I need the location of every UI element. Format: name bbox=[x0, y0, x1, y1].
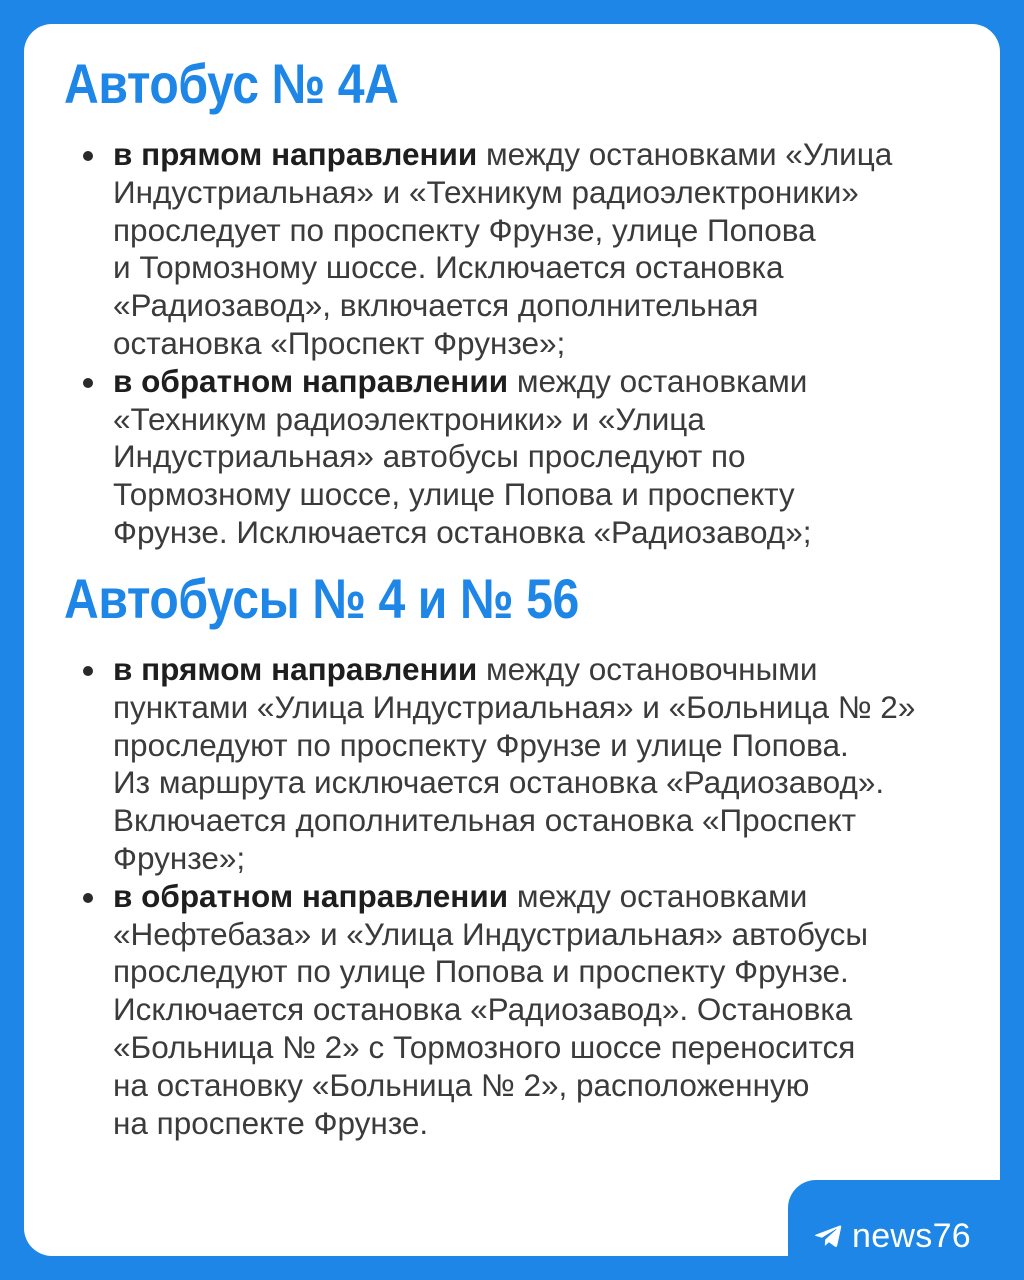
channel-name: news76 bbox=[852, 1217, 971, 1255]
text-line bbox=[113, 363, 964, 401]
text-line: Включается дополнительная остановка «Проспект bbox=[113, 802, 857, 839]
bullet-text bbox=[113, 363, 964, 552]
direction-label: в обратном направлении bbox=[113, 362, 509, 399]
text-line bbox=[113, 878, 964, 916]
list-item bbox=[64, 136, 964, 363]
direction-label: в прямом направлении bbox=[113, 136, 478, 172]
text-line: и Тормозному шоссе. Исключается остановка bbox=[113, 249, 784, 286]
telegram-icon bbox=[814, 1224, 842, 1248]
text-line: пунктами «Улица Индустриальная» и «Больница № 2» bbox=[113, 688, 916, 725]
text-line: Индустриальная» автобусы проследуют по bbox=[113, 438, 746, 475]
section-title-bus-4a: Автобус № 4А bbox=[64, 52, 399, 115]
bullet-text bbox=[113, 878, 964, 1143]
text-line: Тормозному шоссе, улице Попова и проспекту bbox=[113, 476, 795, 513]
text-line: проследует по проспекту Фрунзе, улице Попова bbox=[113, 211, 816, 248]
text-line: «Техникум радиоэлектроники» и «Улица bbox=[113, 400, 705, 437]
text-line: остановка «Проспект Фрунзе»; bbox=[113, 324, 566, 361]
text-fragment: между остановками «Улица bbox=[477, 136, 893, 172]
text-line: Из маршрута исключается остановка «Радиозавод». bbox=[113, 764, 885, 801]
text-line: на остановку «Больница № 2», расположенную bbox=[113, 1066, 810, 1103]
text-fragment: между остановочными bbox=[477, 651, 818, 687]
bullet-icon bbox=[83, 151, 93, 161]
text-fragment: между остановками bbox=[508, 362, 808, 399]
section-title-bus-4-56: Автобусы № 4 и № 56 bbox=[64, 567, 579, 630]
route-list-bus-4a bbox=[64, 136, 964, 552]
text-line: «Радиозавод», включается дополнительная bbox=[113, 287, 759, 324]
text-line bbox=[113, 136, 964, 174]
text-line bbox=[113, 651, 964, 689]
route-list-bus-4-56 bbox=[64, 651, 964, 1142]
direction-label: в обратном направлении bbox=[113, 877, 509, 914]
direction-label: в прямом направлении bbox=[113, 651, 478, 687]
text-line: Фрунзе. Исключается остановка «Радиозавод»; bbox=[113, 513, 812, 550]
list-item bbox=[64, 651, 964, 878]
text-line: «Больница № 2» с Тормозного шоссе переносится bbox=[113, 1028, 856, 1065]
text-line: проследуют по проспекту Фрунзе и улице Попова. bbox=[113, 726, 849, 763]
channel-badge-inner bbox=[800, 1192, 1024, 1280]
text-line: на проспекте Фрунзе. bbox=[113, 1104, 429, 1141]
list-item bbox=[64, 363, 964, 552]
bullet-text bbox=[113, 136, 964, 363]
bullet-icon bbox=[83, 666, 93, 676]
bullet-icon bbox=[83, 378, 93, 388]
text-line: Исключается остановка «Радиозавод». Остановка bbox=[113, 991, 853, 1028]
text-line: «Нефтебаза» и «Улица Индустриальная» автобусы bbox=[113, 915, 868, 952]
bullet-icon bbox=[83, 893, 93, 903]
text-line: Фрунзе»; bbox=[113, 839, 246, 876]
list-item bbox=[64, 878, 964, 1143]
text-line: проследуют по улице Попова и проспекту Фрунзе. bbox=[113, 953, 849, 990]
channel-badge[interactable] bbox=[788, 1180, 1024, 1280]
text-fragment: между остановками bbox=[508, 877, 808, 914]
content-card bbox=[24, 24, 1000, 1256]
bullet-text bbox=[113, 651, 964, 878]
text-line: Индустриальная» и «Техникум радиоэлектроники» bbox=[113, 173, 859, 210]
